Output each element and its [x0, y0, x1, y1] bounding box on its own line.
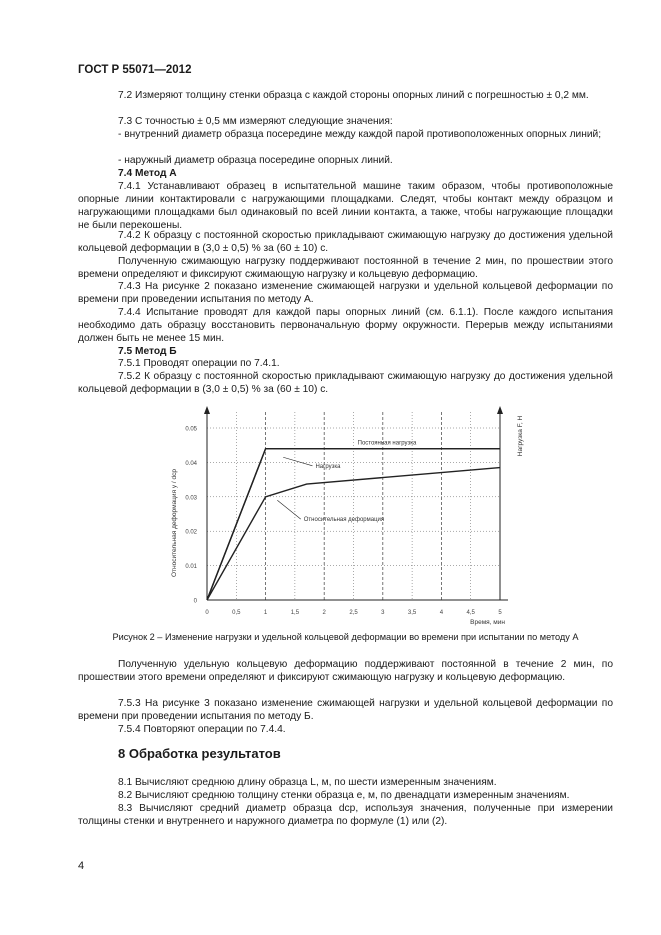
- y-tick-label: 0.01: [185, 564, 197, 571]
- x-tick-label: 1: [263, 610, 268, 616]
- paragraph-7-5-4: 7.5.4 Повторяют операции по 7.4.4.: [118, 724, 286, 735]
- figure-2-chart: [150, 398, 540, 628]
- y-tick-label: 0: [193, 598, 197, 605]
- x-tick-label: 3,5: [407, 610, 417, 616]
- x-tick-label: 1,5: [290, 610, 300, 616]
- leader-line-load: [283, 457, 312, 466]
- paragraph-7-5-3: 7.5.3 На рисунке 3 показано изменение сжимающей нагрузки и удельной кольцевой деформации по времени при проведении испытания по методу Б.: [78, 698, 613, 722]
- annotation-deformation: Относительная деформация: [303, 517, 385, 524]
- figure-caption: Рисунок 2 – Изменение нагрузки и удельной кольцевой деформации во времени при испытании по методу А: [112, 632, 579, 642]
- x-axis-label: Время, мин: [470, 619, 505, 626]
- y-axis-label: Относительная деформация y / dср: [171, 468, 178, 578]
- x-tick-label: 3: [381, 610, 385, 616]
- annotation-load: Нагрузка: [315, 463, 341, 470]
- paragraph-7-5-1: 7.5.1 Проводят операции по 7.4.1.: [118, 358, 280, 369]
- x-tick-label: 2,5: [349, 610, 358, 616]
- paragraph-hold-load: Полученную сжимающую нагрузку поддерживают постоянной в течение 2 мин, по прошествии этого времени определяют и фиксируют сжимающую нагрузку и кольцевую деформацию.: [78, 256, 613, 280]
- paragraph-8-3: 8.3 Вычисляют средний диаметр образца dср, используя значения, полученные при измерении толщины стенки и внутреннего и наружного диаметра по формуле (1) или (2).: [78, 803, 613, 827]
- x-tick-label: 5: [498, 610, 502, 616]
- x-tick-label: 4,5: [466, 610, 475, 616]
- paragraph-inner-diameter: - внутренний диаметр образца посередине между каждой парой противоположенных опорных линий;: [118, 129, 602, 140]
- paragraph-7-2: 7.2 Измеряют толщину стенки образца с каждой стороны опорных линий с погрешностью ± 0,2 мм.: [118, 90, 589, 101]
- document-header: ГОСТ Р 55071—2012: [78, 64, 192, 76]
- paragraph-hold-deformation: Полученную удельную кольцевую деформацию поддерживают постоянной в течение 2 мин, по прошествии этого времени определяют и фиксируют сжимающую нагрузку и кольцевую деформацию.: [78, 659, 613, 683]
- y-tick-label: 0.03: [185, 495, 197, 502]
- y-tick-label: 0.04: [185, 460, 197, 467]
- paragraph-7-4-3: 7.4.3 На рисунке 2 показано изменение сжимающей нагрузки и удельной кольцевой деформации по времени при проведении испытания по методу А.: [78, 281, 613, 305]
- y-axis-arrow: [204, 406, 210, 414]
- heading-method-b: 7.5 Метод Б: [118, 346, 177, 357]
- y-tick-label: 0.05: [185, 426, 197, 433]
- x-tick-label: 4: [439, 610, 444, 616]
- paragraph-8-2: 8.2 Вычисляют среднюю толщину стенки образца e, м, по двенадцати измеренным значениям.: [118, 790, 570, 801]
- y-tick-label: 0.02: [185, 529, 197, 536]
- paragraph-7-4-2: 7.4.2 К образцу с постоянной скоростью прикладывают сжимающую нагрузку до достижения удельной кольцевой деформации в (3,0 ± 0,5) % за (60 ± 10) с.: [78, 230, 613, 254]
- paragraph-7-4-1: 7.4.1 Устанавливают образец в испытательной машине таким образом, чтобы противоположные опорные линии контактировали с нагружающими площадками. Следят, чтобы контакт между образцом и нагружающими площадками был одинаковый по всей линии контакта, а также, чтобы нагружающие площадки не были перекошены.: [78, 181, 613, 231]
- page-number: 4: [78, 860, 85, 872]
- x-tick-label: 2: [322, 610, 326, 616]
- paragraph-7-3: 7.3 С точностью ± 0,5 мм измеряют следующие значения:: [118, 116, 393, 127]
- paragraph-7-4-4: 7.4.4 Испытание проводят для каждой пары опорных линий (см. 6.1.1). После каждого испытания необходимо дать образцу восстановить первоначальную форму окружности. Перерыв между испытаниями должен быть не менее 15 мин.: [78, 307, 613, 344]
- x-tick-label: 0,5: [232, 610, 241, 616]
- heading-method-a: 7.4 Метод А: [118, 168, 177, 179]
- annotation-constant-load: Постоянная нагрузка: [357, 440, 417, 447]
- paragraph-outer-diameter: - наружный диаметр образца посередине опорных линий.: [118, 155, 393, 166]
- x-tick-label: 0: [205, 610, 209, 616]
- section-8-heading: 8 Обработка результатов: [118, 746, 281, 761]
- paragraph-8-1: 8.1 Вычисляют среднюю длину образца L, м, по шести измеренным значениям.: [118, 777, 497, 788]
- y2-axis-label: Нагрузка F, Н: [517, 415, 524, 457]
- leader-line-deformation: [277, 500, 300, 519]
- paragraph-7-5-2: 7.5.2 К образцу с постоянной скоростью прикладывают сжимающую нагрузку до достижения удельной кольцевой деформации в (3,0 ± 0,5) % за (60 ± 10) с.: [78, 371, 613, 395]
- y2-axis-arrow: [497, 406, 503, 414]
